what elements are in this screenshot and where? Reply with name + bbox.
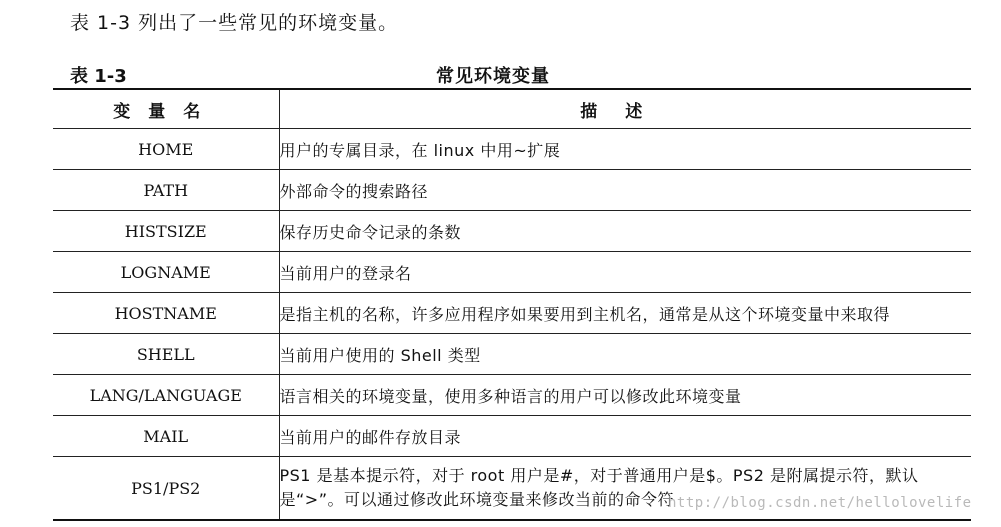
description-cell: 外部命令的搜索路径 bbox=[279, 170, 971, 211]
table-row bbox=[53, 416, 971, 457]
table-row bbox=[53, 334, 971, 375]
description-cell: 用户的专属目录，在 linux 中用~扩展 bbox=[279, 129, 971, 170]
table-row bbox=[53, 129, 971, 170]
table-row bbox=[53, 211, 971, 252]
variable-name-cell: MAIL bbox=[53, 416, 279, 457]
header-description: 描述 bbox=[279, 89, 971, 129]
variable-name-cell: HOSTNAME bbox=[53, 293, 279, 334]
description-cell: 语言相关的环境变量，使用多种语言的用户可以修改此环境变量 bbox=[279, 375, 971, 416]
watermark: http://blog.csdn.net/hellolovelife bbox=[668, 495, 972, 511]
table-row bbox=[53, 170, 971, 211]
description-cell: 是指主机的名称，许多应用程序如果要用到主机名，通常是从这个环境变量中来取得 bbox=[279, 293, 971, 334]
table-row bbox=[53, 293, 971, 334]
table-caption-label: 表 1-3 bbox=[70, 66, 127, 87]
description-cell: 当前用户的登录名 bbox=[279, 252, 971, 293]
description-cell: PS1 是基本提示符，对于 root 用户是#，对于普通用户是$。PS2 是附属提示符，默认是“>”。可以通过修改此环境变量来修改当前的命令符 bbox=[279, 457, 971, 521]
header-variable-name: 变量名 bbox=[53, 89, 279, 129]
description-cell: 当前用户使用的 Shell 类型 bbox=[279, 334, 971, 375]
description-cell: 当前用户的邮件存放目录 bbox=[279, 416, 971, 457]
table-row bbox=[53, 252, 971, 293]
variable-name-cell: PS1/PS2 bbox=[53, 457, 279, 521]
description-cell: 保存历史命令记录的条数 bbox=[279, 211, 971, 252]
table-header-row bbox=[53, 89, 971, 129]
variable-name-cell: LANG/LANGUAGE bbox=[53, 375, 279, 416]
table-caption-title: 常见环境变量 bbox=[436, 66, 550, 87]
variable-name-cell: PATH bbox=[53, 170, 279, 211]
environment-variables-table bbox=[53, 88, 971, 521]
variable-name-cell: SHELL bbox=[53, 334, 279, 375]
table-row bbox=[53, 375, 971, 416]
variable-name-cell: HOME bbox=[53, 129, 279, 170]
table-caption bbox=[70, 62, 970, 86]
variable-name-cell: LOGNAME bbox=[53, 252, 279, 293]
variable-name-cell: HISTSIZE bbox=[53, 211, 279, 252]
intro-text: 表 1-3 列出了一些常见的环境变量。 bbox=[70, 12, 399, 34]
